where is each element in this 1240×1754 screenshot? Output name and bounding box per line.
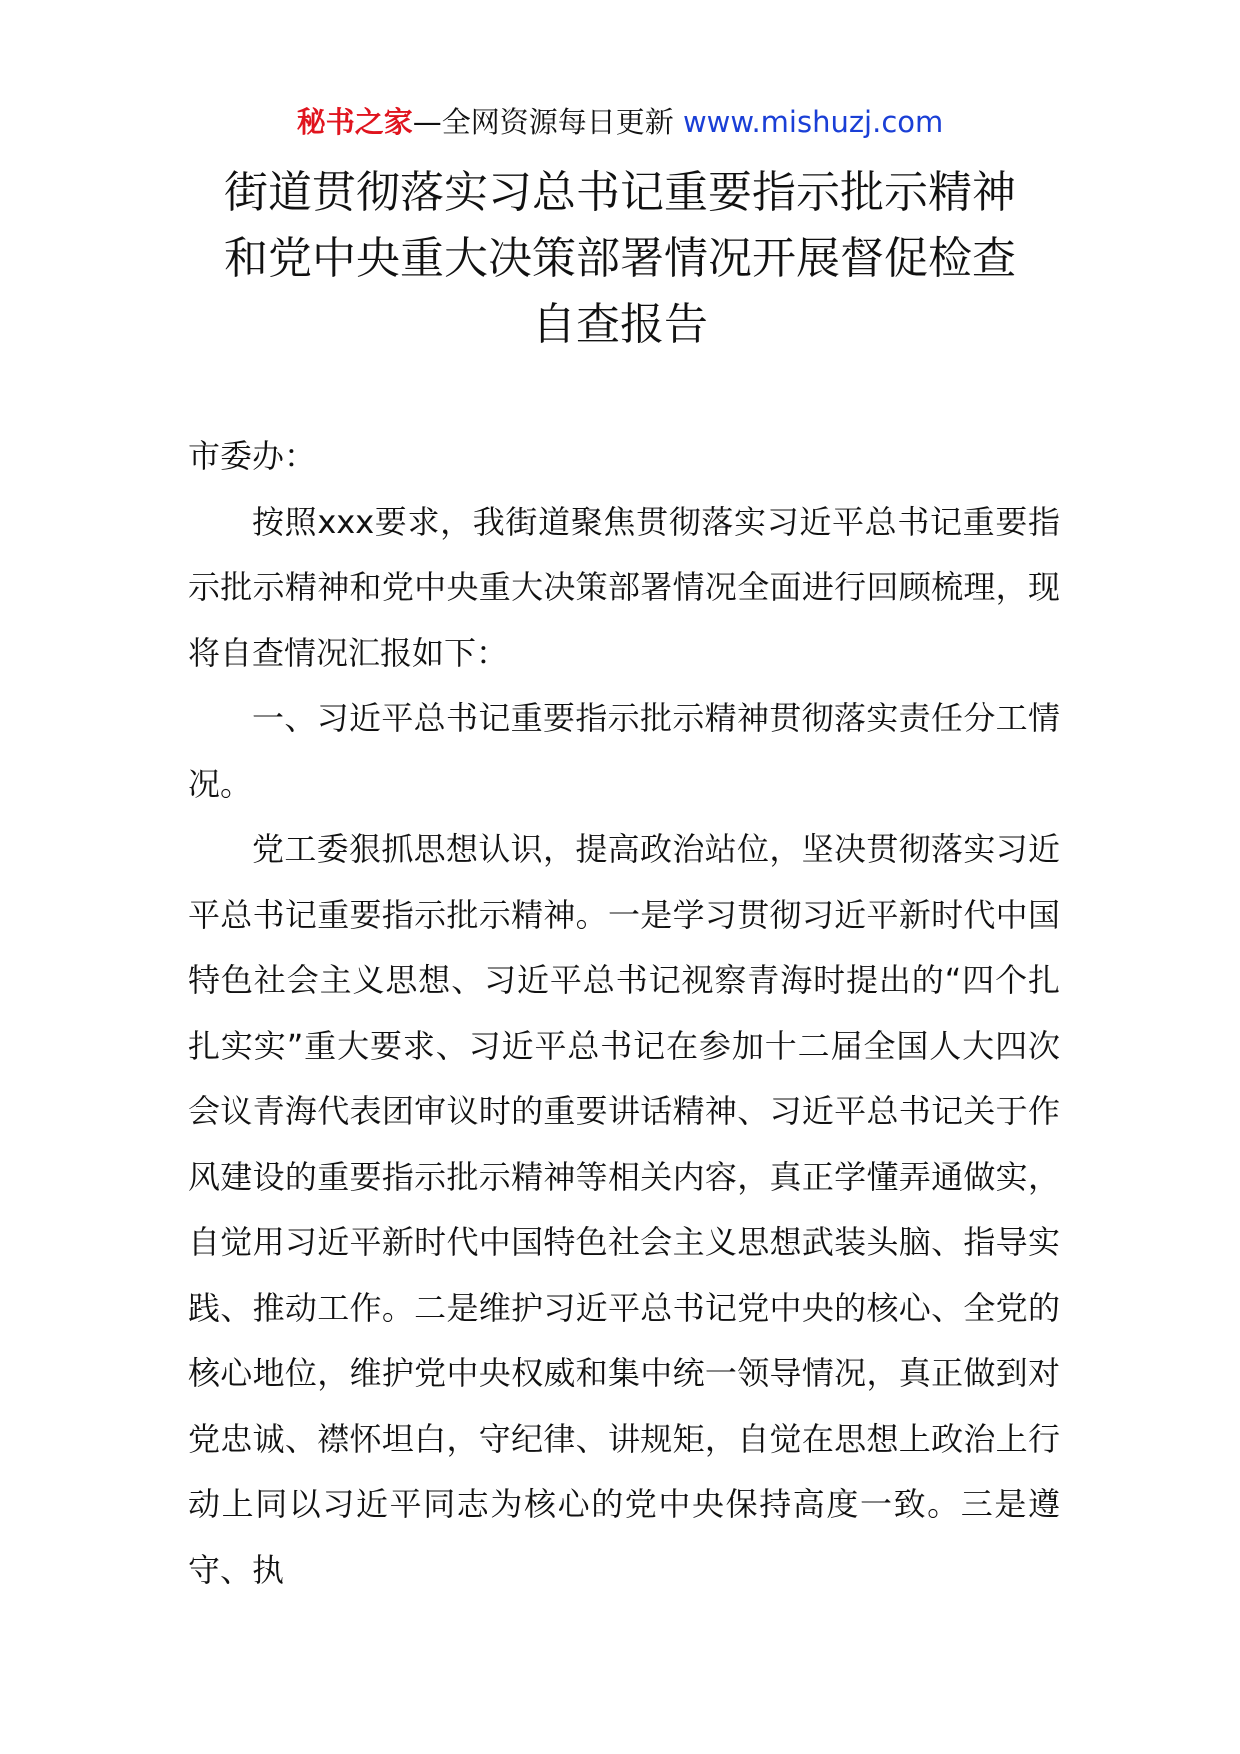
header-tagline: —全网资源每日更新 — [412, 105, 674, 139]
section-heading-1: 一、习近平总书记重要指示批示精神贯彻落实责任分工情况。 — [188, 699, 1060, 803]
site-header — [0, 102, 1240, 142]
document-body — [188, 424, 1060, 1603]
brand-name: 秘书之家 — [296, 105, 413, 139]
title-line-1: 街道贯彻落实习总书记重要指示批示精神 — [224, 167, 1016, 218]
intro-paragraph: 按照xxx要求，我街道聚焦贯彻落实习近平总书记重要指示批示精神和党中央重大决策部署情况全面进行回顾梳理，现将自查情况汇报如下： — [188, 502, 1060, 672]
title-line-2: 和党中央重大决策部署情况开展督促检查 — [224, 233, 1016, 284]
salutation: 市委办： — [188, 437, 317, 475]
site-url-link[interactable]: www.mishuzj.com — [682, 105, 944, 139]
title-line-3: 自查报告 — [532, 299, 708, 350]
document-title — [180, 160, 1060, 358]
section-paragraph-1: 党工委狠抓思想认识，提高政治站位，坚决贯彻落实习近平总书记重要指示批示精神。一是学习贯彻习近平新时代中国特色社会主义思想、习近平总书记视察青海时提出的“四个扎扎实实”重大要求、习近平总书记在参加十二届全国人大四次会议青海代表团审议时的重要讲话精神、习近平总书记关于作风建设的重要指示批示精神等相关内容，真正学懂弄通做实，自觉用习近平新时代中国特色社会主义思想武装头脑、指导实践、推动工作。二是维护习近平总书记党中央的核心、全党的核心地位，维护党中央权威和集中统一领导情况，真正做到对党忠诚、襟怀坦白，守纪律、讲规矩，自觉在思想上政治上行动上同以习近平同志为核心的党中央保持高度一致。三是遵守、执 — [188, 830, 1060, 1589]
